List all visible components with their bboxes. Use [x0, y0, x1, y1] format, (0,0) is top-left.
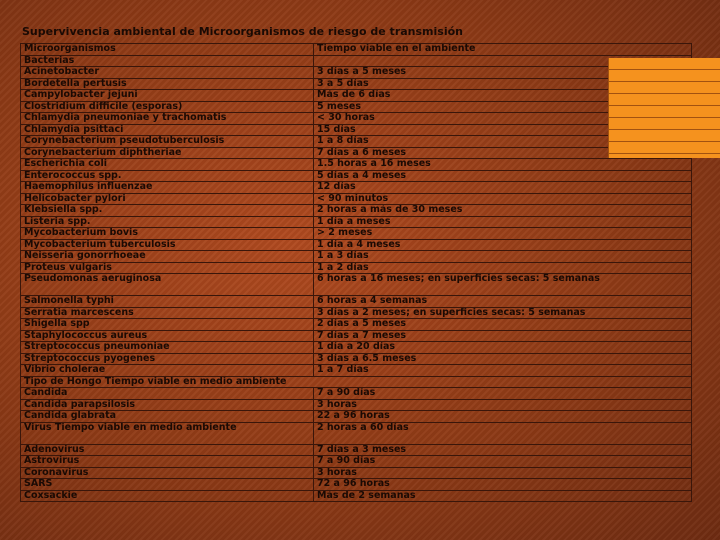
organism-cell: Corynebacterium diphtheriae: [21, 147, 314, 159]
table-row: [21, 388, 692, 400]
table-row: [21, 307, 692, 319]
table-row: [21, 216, 692, 228]
survival-time-cell: 7 días a 7 meses: [314, 330, 692, 342]
table-row: [21, 444, 692, 456]
survival-time-cell: 15 días: [314, 124, 692, 136]
accent-stripe: [609, 58, 720, 70]
slide-title: Supervivencia ambiental de Microorganismos de riesgo de transmisión: [22, 25, 463, 38]
table-row: [21, 342, 692, 354]
organism-cell: Bordetella pertusis: [21, 78, 314, 90]
organism-cell: Candida glabrata: [21, 411, 314, 423]
organism-cell: SARS: [21, 479, 314, 491]
organism-cell: Corynebacterium pseudotuberculosis: [21, 136, 314, 148]
table-row: [21, 479, 692, 491]
organism-cell: Astrovirus: [21, 456, 314, 468]
organism-cell: Candida parapsilosis: [21, 399, 314, 411]
survival-time-cell: < 30 horas: [314, 113, 692, 125]
table-row: [21, 490, 692, 502]
survival-time-cell: 1 a 8 días: [314, 136, 692, 148]
survival-time-cell: Más de 2 semanas: [314, 490, 692, 502]
table-row: [21, 170, 692, 182]
survival-time-cell: 3 horas: [314, 399, 692, 411]
table-row: [21, 101, 692, 113]
accent-stripe: [609, 82, 720, 94]
survival-time-cell: 1 a 7 días: [314, 365, 692, 377]
organism-cell: Serratia marcescens: [21, 307, 314, 319]
table-row: [21, 274, 692, 296]
organism-cell: Clostridium difficile (esporas): [21, 101, 314, 113]
survival-time-cell: > 2 meses: [314, 228, 692, 240]
organism-cell: Shigella spp: [21, 319, 314, 331]
organism-cell: Escherichia coli: [21, 159, 314, 171]
survival-time-cell: 3 a 5 días: [314, 78, 692, 90]
accent-stripe: [609, 106, 720, 118]
survival-table-body: [21, 44, 692, 502]
table-row: [21, 467, 692, 479]
survival-time-cell: Más de 6 días: [314, 90, 692, 102]
survival-time-cell: 22 a 96 horas: [314, 411, 692, 423]
accent-stripe: [609, 130, 720, 142]
column-header-time: Tiempo viable en el ambiente: [314, 44, 692, 56]
accent-stripe: [609, 94, 720, 106]
organism-cell: Chlamydia pneumoniae y trachomatis: [21, 113, 314, 125]
survival-time-cell: 1 a 2 días: [314, 262, 692, 274]
survival-time-cell: 7 días a 6 meses: [314, 147, 692, 159]
accent-stripe: [609, 142, 720, 154]
orange-accent-block: [608, 58, 720, 158]
table-row: [21, 262, 692, 274]
table-row: [21, 205, 692, 217]
table-row: [21, 90, 692, 102]
organism-cell: Streptococcus pneumoniae: [21, 342, 314, 354]
organism-cell: Candida: [21, 388, 314, 400]
survival-time-cell: 7 a 90 días: [314, 456, 692, 468]
organism-cell: Coxsackie: [21, 490, 314, 502]
survival-time-cell: 5 días a 4 meses: [314, 170, 692, 182]
table-row: [21, 228, 692, 240]
survival-time-cell: 1 día a 20 días: [314, 342, 692, 354]
survival-time-cell: 12 días: [314, 182, 692, 194]
table-row: [21, 78, 692, 90]
organism-cell: Pseudomonas aeruginosa: [21, 274, 314, 296]
survival-time-cell: 3 días a 6.5 meses: [314, 353, 692, 365]
table-row: [21, 124, 692, 136]
survival-table: [20, 43, 692, 502]
survival-time-cell: 3 días a 2 meses; en superficies secas: 5 semanas: [314, 307, 692, 319]
survival-time-cell: 1 día a 4 meses: [314, 239, 692, 251]
organism-cell: Klebsiella spp.: [21, 205, 314, 217]
organism-cell: Campylobacter jejuni: [21, 90, 314, 102]
table-row: [21, 239, 692, 251]
table-row: [21, 330, 692, 342]
organism-cell: Mycobacterium bovis: [21, 228, 314, 240]
survival-time-cell: 6 horas a 16 meses; en superficies secas: 5 semanas: [314, 274, 692, 296]
organism-cell: Listeria spp.: [21, 216, 314, 228]
section-row-bacteria: [21, 55, 692, 67]
organism-cell: Staphylococcus aureus: [21, 330, 314, 342]
table-row: [21, 296, 692, 308]
section-row-virus: [21, 422, 692, 444]
table-row: [21, 365, 692, 377]
organism-cell: Streptococcus pyogenes: [21, 353, 314, 365]
table-row: [21, 251, 692, 263]
table-row: [21, 136, 692, 148]
organism-cell: Coronavirus: [21, 467, 314, 479]
survival-time-cell: 7 días a 3 meses: [314, 444, 692, 456]
section-row-fungi: [21, 376, 692, 388]
table-row: [21, 399, 692, 411]
organism-cell: Salmonella typhi: [21, 296, 314, 308]
survival-time-cell: 72 a 96 horas: [314, 479, 692, 491]
organism-cell: Chlamydia psittaci: [21, 124, 314, 136]
table-row: [21, 182, 692, 194]
organism-cell: Virus Tiempo viable en medio ambiente: [21, 422, 314, 444]
accent-stripe: [609, 118, 720, 130]
survival-time-cell: 2 horas a 60 días: [314, 422, 692, 444]
survival-time-cell: 1 día a meses: [314, 216, 692, 228]
survival-time-cell: < 90 minutos: [314, 193, 692, 205]
survival-time-cell: 2 horas a más de 30 meses: [314, 205, 692, 217]
table-row: [21, 147, 692, 159]
accent-stripe: [609, 70, 720, 82]
organism-cell: Adenovirus: [21, 444, 314, 456]
survival-time-cell: 1 a 3 días: [314, 251, 692, 263]
table-row: [21, 67, 692, 79]
table-header-row: [21, 44, 692, 56]
table-row: [21, 159, 692, 171]
table-row: [21, 113, 692, 125]
table-row: [21, 193, 692, 205]
column-header-organism: Microorganismos: [21, 44, 314, 56]
table-row: [21, 319, 692, 331]
table-row: [21, 353, 692, 365]
survival-time-cell: 5 meses: [314, 101, 692, 113]
organism-cell: Helicobacter pylori: [21, 193, 314, 205]
organism-cell: Acinetobacter: [21, 67, 314, 79]
survival-time-cell: 6 horas a 4 semanas: [314, 296, 692, 308]
section-label-fungi: Tipo de Hongo Tiempo viable en medio ambiente: [21, 376, 692, 388]
organism-cell: Haemophilus influenzae: [21, 182, 314, 194]
section-label-bacteria: Bacterias: [21, 55, 314, 67]
organism-cell: Enterococcus spp.: [21, 170, 314, 182]
organism-cell: Neisseria gonorrhoeae: [21, 251, 314, 263]
organism-cell: Mycobacterium tuberculosis: [21, 239, 314, 251]
survival-time-cell: 3 horas: [314, 467, 692, 479]
survival-time-cell: 2 días a 5 meses: [314, 319, 692, 331]
survival-time-cell: 7 a 90 días: [314, 388, 692, 400]
table-row: [21, 456, 692, 468]
survival-time-cell: 1.5 horas a 16 meses: [314, 159, 692, 171]
table-row: [21, 411, 692, 423]
survival-time-cell: 3 días a 5 meses: [314, 67, 692, 79]
organism-cell: Vibrio cholerae: [21, 365, 314, 377]
organism-cell: Proteus vulgaris: [21, 262, 314, 274]
